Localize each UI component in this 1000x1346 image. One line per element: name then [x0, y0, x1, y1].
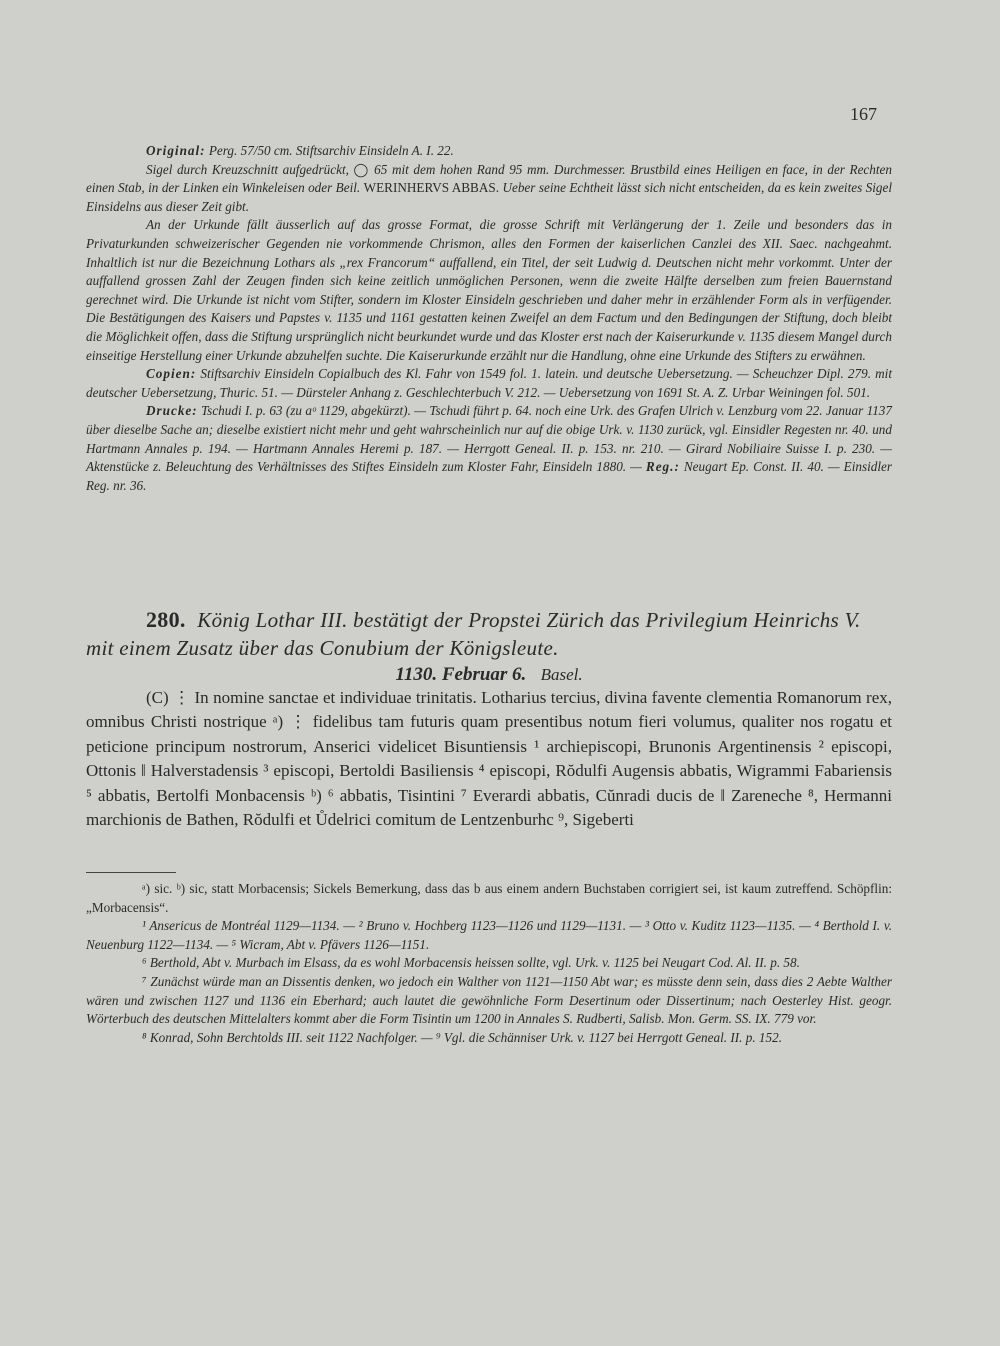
footnote-6: ⁶ Berthold, Abt v. Murbach im Elsass, da es wohl Morbacensis heissen sollte, vgl. Urk. v. 1125 bei Neugart Cod. Al. II. p. 58.	[142, 955, 800, 971]
original-note	[86, 142, 892, 161]
dateline	[86, 664, 892, 686]
seal-legend: WERINHERVS ABBAS.	[363, 180, 500, 196]
copies-text: Stiftsarchiv Einsideln Copialbuch des Kl. Fahr von 1549 fol. 1. latein. und deutsche Uebersetzung. — Scheuchzer Dipl. 279. mit deutscher Uebersetzung, Thuric. 51. — Dürsteler Anhang z. Geschlechterbuch V. 212. — Uebersetzung von 1691 St. A. Z. Urbar Weiningen fol. 501.	[86, 366, 893, 400]
seal-description: Sigel durch Kreuzschnitt aufgedrückt, ◯ 65 mit dem hohen Rand 95 mm. Durchmesser. Brustbild eines Heiligen en face, in der Rechten einen Stab, in der Linken ein Winkeleisen oder Beil.	[86, 161, 892, 196]
footnotes	[86, 880, 892, 1047]
copies-label: Copien:	[146, 366, 197, 382]
critical-notes	[86, 142, 892, 495]
seal-comment: Ueber seine Echtheit lässt sich nicht entscheiden, da es kein zweites Sigel Einsidelns aus dieser Zeit gibt.	[86, 180, 893, 214]
original-text: Perg. 57/50 cm. Stiftsarchiv Einsideln A. I. 22.	[208, 143, 454, 158]
original-label: Original:	[146, 143, 206, 158]
copies-note	[86, 365, 892, 402]
prints-text: Tschudi I. p. 63 (zu aᵒ 1129, abgekürzt). — Tschudi führt p. 64. noch eine Urk. des Grafen Ulrich v. Lenzburg vom 22. Januar 1137 über dieselbe Sache an; dieselbe existiert nicht mehr und geht wahrscheinlich nur auf die obige Urk. v. 1130 zurück, vgl. Einsidler Regesten nr. 40. und Hartmann Annales p. 194. — Hartmann Annales Heremi p. 187. — Herrgott Geneal. II. p. 153. nr. 210. — Girard Nobiliaire Suisse I. p. 230. — Aktenstücke z. Beleuchtung des Verhältnisses des Stiftes Einsideln zum Kloster Fahr, Einsideln 1880. —	[86, 403, 892, 475]
footnote-1-5: ¹ Ansericus de Montréal 1129—1134. — ² Bruno v. Hochberg 1123—1126 und 1129—1131. — ³ Otto v. Kuditz 1123—1135. — ⁴ Berthold I. v. Neuenburg 1122—1134. — ⁵ Wicram, Abt v. Pfävers 1126—1151.	[86, 918, 892, 952]
footnote-a-b: ᵃ) sic. ᵇ) sic, statt Morbacensis; Sickels Bemerkung, dass das b aus einem andern Buchstaben corrigiert sei, ist kaum zutreffend. Schöpflin: „Morbacensis“.	[86, 881, 892, 915]
reg-label: Reg.:	[645, 459, 680, 475]
document-heading	[86, 606, 892, 662]
reg-text: Neugart Ep. Const. II. 40. — Einsidler Reg. nr. 36.	[86, 459, 893, 493]
prints-note	[86, 402, 892, 495]
analysis-note: An der Urkunde fällt äusserlich auf das grosse Format, die grosse Schrift mit Verlängerung der 1. Zeile und besonders das in Privaturkunden schweizerischer Gegenden nie vorkommende Chrismon, alles den Formen der kaiserlichen Canzlei des XII. Saec. nachgeahmt. Inhaltlich ist nur die Bezeichnung Lothars als „rex Francorum“ auffallend, ein Titel, der seit Ludwig d. Deutschen nicht mehr vorkommt. Unter der auffallend grossen Zahl der Zeugen finden sich keine zeitlich unmöglichen Personen, wenn die zweite Hälfte derselben zum freien Bauernstand gerechnet wird. Die Urkunde ist nicht vom Stifter, sondern im Kloster Einsideln geschrieben und daher mehr in erzählender Form als in verfügender. Die Bestätigungen des Kaisers und Papstes v. 1135 und 1161 gestatten keinen Zweifel an dem Factum und den Bedingungen der Stiftung, doch bleibt die Möglichkeit offen, dass die Stiftung ursprünglich nicht beurkundet wurde und das Kloster erst nach der Kaiserurkunde v. 1135 diesem Mangel durch einseitige Herstellung einer Urkunde abzuhelfen suchte. Die Kaiserurkunde erzählt nur die Handlung, ohne eine Urkunde des Stifters zu erwähnen.	[86, 217, 892, 363]
seal-note	[86, 161, 892, 217]
document-number: 280.	[146, 607, 186, 632]
document-date: 1130. Februar 6.	[395, 664, 527, 685]
charter-text	[86, 686, 892, 832]
document-place: Basel.	[540, 665, 583, 684]
page-number: 167	[850, 104, 877, 124]
footnote-7: ⁷ Zunächst würde man an Dissentis denken, wo jedoch ein Walther von 1121—1150 Abt war; es müsste denn sein, dass dies 2 Aebte Walther wären und zwischen 1127 und 1136 ein Eberhard; auch lautet die gewöhnliche Form Desertinum oder Dissertinum; nach Oesterley Hist. geogr. Wörterbuch des deutschen Mittelalters kommt aber die Form Tisintin um 1200 in Annales S. Rudberti, Salisb. Mon. Germ. SS. IX. 779 vor.	[86, 973, 892, 1027]
charter-paragraph: (C) ⋮ In nomine sanctae et individuae trinitatis. Lotharius tercius, divina favente clementia Romanorum rex, omnibus Christi nostrique ᵃ) ⋮ fidelibus tam futuris quam presentibus notum fieri volumus, qualiter nos rogatu et peticione principum nostrorum, Anserici videlicet Bisuntiensis ¹ archiepiscopi, Brunonis Argentinensis ² episcopi, Ottonis ‖ Halverstadensis ³ episcopi, Bertoldi Basiliensis ⁴ episcopi, Rŏdulfi Augensis abbatis, Wigrammi Fabariensis ⁵ abbatis, Bertolfi Monbacensis ᵇ) ⁶ abbatis, Tisintini ⁷ Everardi abbatis, Cŭnradi ducis de ‖ Zareneche ⁸, Hermanni marchionis de Bathen, Rŏdulfi et Ůdelrici comitum de Lentzenburhc ⁹, Sigeberti	[86, 688, 892, 830]
prints-label: Drucke:	[146, 403, 198, 419]
footnote-rule	[86, 872, 176, 873]
footnote-8-9: ⁸ Konrad, Sohn Berchtolds III. seit 1122 Nachfolger. — ⁹ Vgl. die Schänniser Urk. v. 1127 bei Herrgott Geneal. II. p. 152.	[142, 1029, 783, 1045]
document-title: König Lothar III. bestätigt der Propstei Zürich das Privilegium Heinrichs V. mit einem Zusatz über das Conubium der Königsleute.	[86, 608, 861, 660]
